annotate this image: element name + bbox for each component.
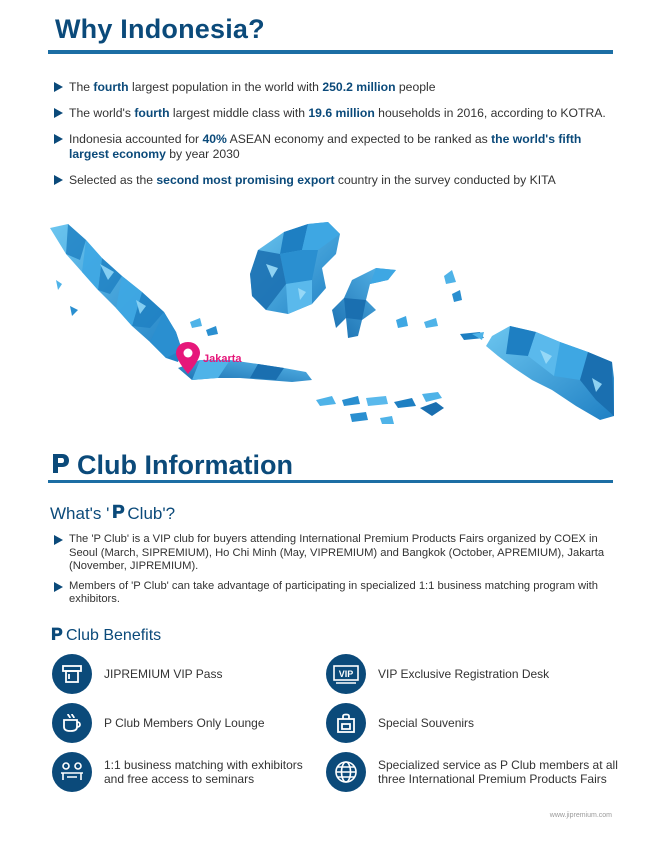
title-divider	[48, 480, 613, 483]
body-text: households in 2016, according to KOTRA.	[374, 106, 606, 120]
triangle-bullet-icon	[54, 82, 63, 92]
vip-pass-icon	[52, 654, 92, 694]
benefit-label: JIPREMIUM VIP Pass	[104, 667, 223, 681]
title-divider	[48, 50, 613, 54]
java-island	[178, 360, 312, 382]
p-club-logo-icon	[111, 503, 125, 524]
islet	[190, 318, 202, 328]
p-club-info-text: Club Information	[77, 450, 293, 480]
islet	[394, 398, 416, 408]
description-item	[52, 580, 612, 607]
business-meeting-icon	[52, 752, 92, 792]
p-club-description-list	[52, 533, 612, 613]
body-text: people	[395, 80, 436, 94]
coffee-cup-icon	[52, 703, 92, 743]
benefit-label-line: three International Premium Products Fairs	[378, 772, 607, 786]
body-text: The	[69, 80, 94, 94]
benefit-label-line: and free access to seminars	[104, 772, 255, 786]
islet	[350, 412, 368, 422]
benefit-label: VIP Exclusive Registration Desk	[378, 667, 550, 681]
body-text: largest middle class with	[169, 106, 309, 120]
fact-text	[69, 132, 581, 161]
jakarta-label: Jakarta	[203, 353, 242, 365]
body-text: country in the survey conducted by KITA	[334, 173, 556, 187]
highlight-text: the world's fifth largest economy	[69, 132, 582, 161]
kalimantan-island	[250, 222, 340, 314]
p-club-logo-icon	[50, 626, 63, 646]
benefit-label	[378, 758, 618, 786]
description-text: The 'P Club' is a VIP club for buyers attending International Premium Products Fairs organized by COEX in Seoul (March, SIPREMIUM), Ho Chi Minh (May, VIPREMIUM) and Bangkok (October, APREMIUM), Jakarta (November, JIPREMIUM).	[69, 533, 605, 572]
benefit-business-matching	[52, 752, 303, 792]
triangle-bullet-icon	[54, 175, 63, 185]
indonesia-facts-list	[52, 80, 617, 199]
islet	[424, 318, 438, 328]
fact-text	[69, 173, 556, 187]
benefit-souvenirs	[326, 703, 474, 743]
why-indonesia-title: Why Indonesia?	[55, 14, 265, 44]
benefit-vip-pass	[52, 654, 222, 694]
benefit-label: Special Souvenirs	[378, 716, 475, 730]
fact-item-export	[52, 173, 617, 188]
body-text: by year 2030	[165, 147, 240, 161]
heading-text: Club Benefits	[66, 627, 162, 644]
triangle-bullet-icon	[54, 535, 63, 545]
highlight-text: fourth	[134, 106, 170, 120]
p-club-info-title	[50, 450, 293, 481]
triangle-bullet-icon	[54, 134, 63, 144]
body-text: Indonesia accounted for	[69, 132, 203, 146]
triangle-bullet-icon	[54, 108, 63, 118]
footer-url: www.jipremium.com	[549, 812, 612, 819]
benefit-lounge	[52, 703, 265, 743]
description-text: Members of 'P Club' can take advantage of participating in specialized 1:1 business matching program with exhibitors.	[69, 579, 598, 605]
vip-badge-text: VIP	[338, 669, 354, 679]
highlight-text: 40%	[202, 132, 227, 146]
islet	[452, 290, 462, 302]
p-club-benefits-heading	[50, 626, 161, 646]
p-club-logo-icon	[50, 450, 70, 481]
globe-icon	[326, 752, 366, 792]
benefit-label	[104, 758, 303, 786]
islet	[316, 396, 336, 406]
islet	[56, 280, 62, 290]
sulawesi-island	[332, 268, 396, 338]
body-text: The world's	[69, 106, 135, 120]
fact-item-population	[52, 80, 617, 95]
fact-item-middle-class	[52, 106, 617, 121]
highlight-text: 19.6 million	[308, 106, 375, 120]
body-text: Selected as the	[69, 173, 157, 187]
body-text: largest population in the world with	[128, 80, 323, 94]
vip-badge-icon	[326, 654, 366, 694]
benefit-registration-desk	[326, 654, 549, 694]
islet	[70, 306, 78, 316]
highlight-text: 250.2 million	[322, 80, 396, 94]
islet	[444, 270, 456, 284]
islet	[342, 396, 360, 406]
benefit-specialized-service	[326, 752, 618, 792]
fact-item-economy	[52, 132, 617, 162]
benefit-label: P Club Members Only Lounge	[104, 716, 265, 730]
fact-text	[69, 106, 606, 120]
highlight-text: fourth	[93, 80, 129, 94]
islet	[420, 402, 444, 416]
sumatra-island	[50, 224, 182, 362]
indonesia-map	[40, 210, 620, 440]
islet	[396, 316, 408, 328]
shopping-bag-icon	[326, 703, 366, 743]
benefit-label-line: 1:1 business matching with exhibitors	[104, 758, 303, 772]
triangle-bullet-icon	[54, 582, 63, 592]
islet	[366, 396, 388, 406]
benefit-label-line: Specialized service as P Club members at all	[378, 758, 618, 772]
papua-island	[486, 326, 614, 420]
whats-p-club-heading	[50, 503, 175, 524]
heading-text: Club'?	[127, 503, 176, 523]
islet	[206, 326, 218, 336]
heading-text: What's '	[50, 503, 110, 523]
islet	[380, 416, 394, 424]
body-text: ASEAN economy and expected to be ranked as	[226, 132, 492, 146]
islet	[422, 392, 442, 402]
fact-text	[69, 80, 436, 94]
description-item	[52, 533, 612, 574]
highlight-text: second most promising export	[156, 173, 335, 187]
